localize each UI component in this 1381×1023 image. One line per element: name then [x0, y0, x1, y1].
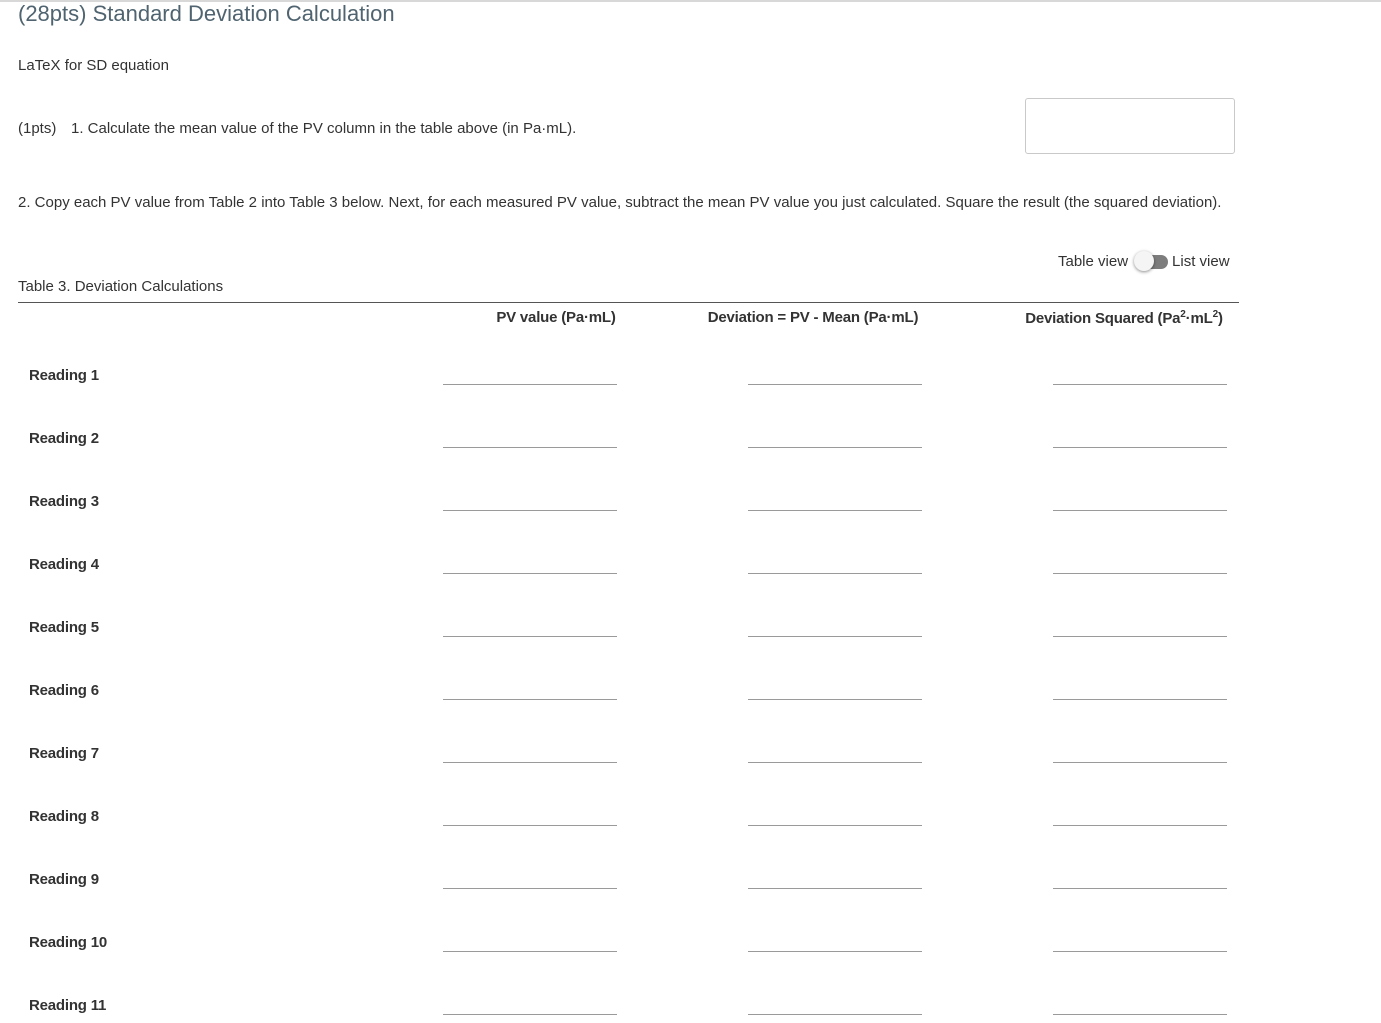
- row-label-reading-6: Reading 6: [29, 682, 99, 699]
- deviation-squared-input-reading-8[interactable]: [1053, 825, 1227, 826]
- list-view-label: List view: [1172, 252, 1230, 270]
- deviation-input-reading-2[interactable]: [748, 447, 922, 448]
- deviation-input-reading-5[interactable]: [748, 636, 922, 637]
- pv-value-input-reading-8[interactable]: [443, 825, 617, 826]
- deviation-input-reading-8[interactable]: [748, 825, 922, 826]
- column-header-deviation: Deviation = PV - Mean (Pa·mL): [707, 309, 919, 326]
- deviation-input-reading-4[interactable]: [748, 573, 922, 574]
- sq-prefix: Deviation Squared (Pa: [1025, 310, 1181, 327]
- column-header-deviation-squared: [1010, 309, 1238, 327]
- pv-value-input-reading-5[interactable]: [443, 636, 617, 637]
- deviation-squared-input-reading-1[interactable]: [1053, 384, 1227, 385]
- mean-pv-input[interactable]: [1025, 98, 1235, 154]
- deviation-squared-input-reading-10[interactable]: [1053, 951, 1227, 952]
- pv-value-input-reading-9[interactable]: [443, 888, 617, 889]
- sq-suffix: ): [1217, 310, 1223, 327]
- deviation-squared-input-reading-5[interactable]: [1053, 636, 1227, 637]
- deviation-input-reading-10[interactable]: [748, 951, 922, 952]
- deviation-input-reading-11[interactable]: [748, 1014, 922, 1015]
- pv-value-input-reading-1[interactable]: [443, 384, 617, 385]
- deviation-squared-input-reading-2[interactable]: [1053, 447, 1227, 448]
- row-label-reading-9: Reading 9: [29, 871, 99, 888]
- pv-value-input-reading-4[interactable]: [443, 573, 617, 574]
- deviation-squared-input-reading-11[interactable]: [1053, 1014, 1227, 1015]
- sq-exp-2: 2: [1212, 309, 1218, 320]
- deviation-squared-input-reading-4[interactable]: [1053, 573, 1227, 574]
- row-label-reading-5: Reading 5: [29, 619, 99, 636]
- deviation-input-reading-7[interactable]: [748, 762, 922, 763]
- pv-value-input-reading-6[interactable]: [443, 699, 617, 700]
- row-label-reading-3: Reading 3: [29, 493, 99, 510]
- deviation-input-reading-3[interactable]: [748, 510, 922, 511]
- pv-value-input-reading-3[interactable]: [443, 510, 617, 511]
- question-1-points: (1pts): [18, 120, 57, 137]
- sq-mid: ·mL: [1185, 310, 1213, 327]
- question-1-text: 1. Calculate the mean value of the PV column in the table above (in Pa·mL).: [71, 120, 577, 137]
- deviation-squared-input-reading-3[interactable]: [1053, 510, 1227, 511]
- row-label-reading-1: Reading 1: [29, 367, 99, 384]
- deviation-input-reading-1[interactable]: [748, 384, 922, 385]
- deviation-squared-input-reading-7[interactable]: [1053, 762, 1227, 763]
- deviation-input-reading-6[interactable]: [748, 699, 922, 700]
- pv-value-input-reading-10[interactable]: [443, 951, 617, 952]
- column-header-pv: PV value (Pa·mL): [496, 309, 616, 326]
- row-label-reading-4: Reading 4: [29, 556, 99, 573]
- row-label-reading-8: Reading 8: [29, 808, 99, 825]
- pv-value-input-reading-11[interactable]: [443, 1014, 617, 1015]
- deviation-squared-input-reading-6[interactable]: [1053, 699, 1227, 700]
- sq-exp-1: 2: [1180, 309, 1186, 320]
- latex-sd-equation-link[interactable]: LaTeX for SD equation: [18, 57, 169, 74]
- table-list-view-switch[interactable]: [1134, 250, 1170, 272]
- table-caption: Table 3. Deviation Calculations: [18, 278, 224, 295]
- row-label-reading-2: Reading 2: [29, 430, 99, 447]
- row-label-reading-7: Reading 7: [29, 745, 99, 762]
- table-view-label: Table view: [1058, 252, 1129, 270]
- switch-knob: [1134, 251, 1154, 271]
- deviation-squared-input-reading-9[interactable]: [1053, 888, 1227, 889]
- pv-value-input-reading-7[interactable]: [443, 762, 617, 763]
- row-label-reading-11: Reading 11: [29, 997, 107, 1014]
- view-toggle: [1058, 250, 1230, 272]
- deviation-input-reading-9[interactable]: [748, 888, 922, 889]
- section-title: (28pts) Standard Deviation Calculation: [18, 1, 395, 26]
- table-top-rule: [18, 302, 1239, 303]
- pv-value-input-reading-2[interactable]: [443, 447, 617, 448]
- row-label-reading-10: Reading 10: [29, 934, 108, 951]
- question-2-text: 2. Copy each PV value from Table 2 into Table 3 below. Next, for each measured PV value, subtract the mean PV value you just calculated. Square the result (the squared deviation).: [18, 194, 1222, 211]
